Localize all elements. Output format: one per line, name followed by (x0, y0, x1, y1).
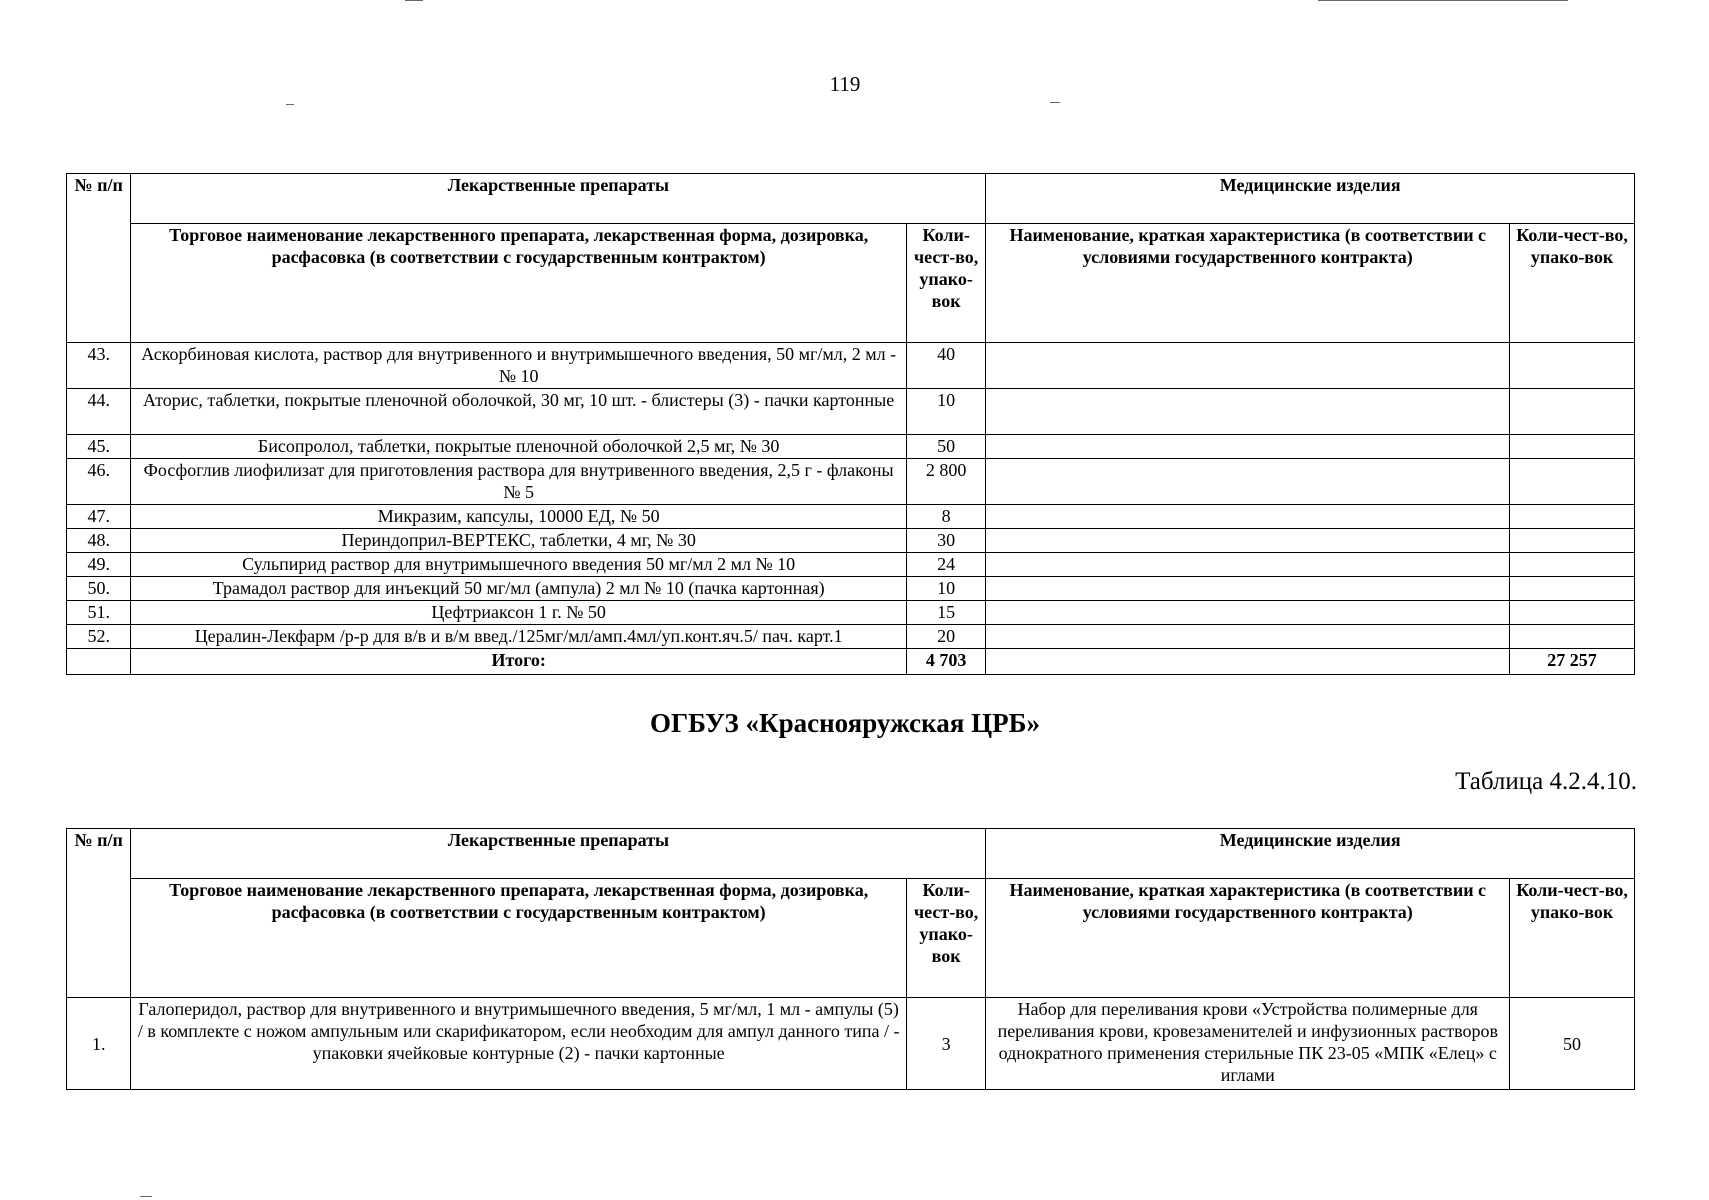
drug-name: Бисопролол, таблетки, покрытые пленочной оболочкой 2,5 мг, № 30 (131, 435, 906, 459)
table-row (67, 625, 1635, 649)
device-name (986, 577, 1510, 601)
drugs-devices-table-1 (66, 173, 1635, 675)
table-row (67, 435, 1635, 459)
header-quantity: Коли-чест-во, упако-вок (906, 224, 986, 343)
total-label: Итого: (131, 649, 906, 675)
drug-quantity: 10 (906, 577, 986, 601)
table-row (67, 459, 1635, 505)
drug-quantity: 10 (906, 389, 986, 435)
table-row (67, 529, 1635, 553)
table-row (67, 343, 1635, 389)
total-empty-cell (67, 649, 131, 675)
device-name (986, 435, 1510, 459)
device-name (986, 459, 1510, 505)
header-drug-name: Торговое наименование лекарственного препарата, лекарственная форма, дозировка, расфасовка (в соответствии с государственным контрактом) (131, 224, 906, 343)
row-number: 51. (67, 601, 131, 625)
device-quantity: 50 (1510, 998, 1635, 1090)
drug-name: Трамадол раствор для инъекций 50 мг/мл (ампула) 2 мл № 10 (пачка картонная) (131, 577, 906, 601)
total-devices: 27 257 (1510, 649, 1635, 675)
scan-artifact (286, 104, 294, 105)
header-num: № п/п (67, 829, 131, 998)
drug-name: Периндоприл-ВЕРТЕКС, таблетки, 4 мг, № 30 (131, 529, 906, 553)
drug-name: Аторис, таблетки, покрытые пленочной оболочкой, 30 мг, 10 шт. - блистеры (3) - пачки картонные (131, 389, 906, 435)
row-number: 46. (67, 459, 131, 505)
device-name (986, 389, 1510, 435)
device-name (986, 505, 1510, 529)
total-row (67, 649, 1635, 675)
device-quantity (1510, 505, 1635, 529)
table-row (67, 577, 1635, 601)
drug-quantity: 2 800 (906, 459, 986, 505)
device-quantity (1510, 529, 1635, 553)
device-name: Набор для переливания крови «Устройства полимерные для переливания крови, кровезаменителей и инфузионных растворов однократного применения стерильные ПК 23-05 «МПК «Елец» с иглами (986, 998, 1510, 1090)
row-number: 49. (67, 553, 131, 577)
device-name (986, 529, 1510, 553)
drug-name: Цефтриаксон 1 г. № 50 (131, 601, 906, 625)
drug-name: Фосфоглив лиофилизат для приготовления раствора для внутривенного введения, 2,5 г - флаконы № 5 (131, 459, 906, 505)
drug-quantity: 15 (906, 601, 986, 625)
device-quantity (1510, 435, 1635, 459)
header-devices-group: Медицинские изделия (986, 829, 1635, 879)
section-title: ОГБУЗ «Краснояружская ЦРБ» (650, 708, 1040, 738)
header-quantity: Коли-чест-во, упако-вок (906, 879, 986, 998)
drug-name: Галоперидол, раствор для внутривенного и внутримышечного введения, 5 мг/мл, 1 мл - ампулы (5) / в комплекте с ножом ампульным или скарификатором, если необходим для ампул данного типа / - упаковки ячейковые контурные (2) - пачки картонные (131, 998, 906, 1090)
header-drugs-group: Лекарственные препараты (131, 829, 986, 879)
header-drugs-group: Лекарственные препараты (131, 174, 986, 224)
scan-artifact (1050, 102, 1060, 103)
drug-name: Цералин-Лекфарм /р-р для в/в и в/м введ./125мг/мл/амп.4мл/уп.конт.яч.5/ пач. карт.1 (131, 625, 906, 649)
device-quantity (1510, 601, 1635, 625)
row-number: 44. (67, 389, 131, 435)
device-quantity (1510, 459, 1635, 505)
device-quantity (1510, 343, 1635, 389)
header-devices-group: Медицинские изделия (986, 174, 1635, 224)
drug-quantity: 20 (906, 625, 986, 649)
drug-quantity: 3 (906, 998, 986, 1090)
device-quantity (1510, 625, 1635, 649)
table-row (67, 601, 1635, 625)
device-quantity (1510, 389, 1635, 435)
table-row (67, 389, 1635, 435)
header-device-quantity: Коли-чест-во, упако-вок (1510, 224, 1635, 343)
device-name (986, 343, 1510, 389)
row-number: 45. (67, 435, 131, 459)
table-row (67, 998, 1635, 1090)
scan-artifact (405, 0, 423, 1)
row-number: 52. (67, 625, 131, 649)
drugs-devices-table-2 (66, 828, 1635, 1090)
device-name (986, 625, 1510, 649)
drug-quantity: 40 (906, 343, 986, 389)
header-device-quantity: Коли-чест-во, упако-вок (1510, 879, 1635, 998)
header-drug-name: Торговое наименование лекарственного препарата, лекарственная форма, дозировка, расфасовка (в соответствии с государственным контрактом) (131, 879, 906, 998)
total-drugs: 4 703 (906, 649, 986, 675)
scan-artifact (140, 1196, 152, 1197)
row-number: 43. (67, 343, 131, 389)
drug-name: Сульпирид раствор для внутримышечного введения 50 мг/мл 2 мл № 10 (131, 553, 906, 577)
table-row (67, 505, 1635, 529)
header-device-name: Наименование, краткая характеристика (в соответствии с условиями государственного контракта) (986, 224, 1510, 343)
table-label: Таблица 4.2.4.10. (1455, 768, 1637, 795)
device-quantity (1510, 577, 1635, 601)
total-device-name-cell (986, 649, 1510, 675)
drug-name: Аскорбиновая кислота, раствор для внутривенного и внутримышечного введения, 50 мг/мл, 2 мл - № 10 (131, 343, 906, 389)
row-number: 47. (67, 505, 131, 529)
drug-quantity: 50 (906, 435, 986, 459)
drug-name: Микразим, капсулы, 10000 ЕД, № 50 (131, 505, 906, 529)
page-number: 119 (829, 72, 861, 96)
header-device-name: Наименование, краткая характеристика (в соответствии с условиями государственного контракта) (986, 879, 1510, 998)
drug-quantity: 30 (906, 529, 986, 553)
row-number: 1. (67, 998, 131, 1090)
header-num: № п/п (67, 174, 131, 343)
device-name (986, 553, 1510, 577)
row-number: 50. (67, 577, 131, 601)
scan-artifact (1318, 0, 1568, 1)
drug-quantity: 8 (906, 505, 986, 529)
device-name (986, 601, 1510, 625)
device-quantity (1510, 553, 1635, 577)
drug-quantity: 24 (906, 553, 986, 577)
row-number: 48. (67, 529, 131, 553)
table-row (67, 553, 1635, 577)
